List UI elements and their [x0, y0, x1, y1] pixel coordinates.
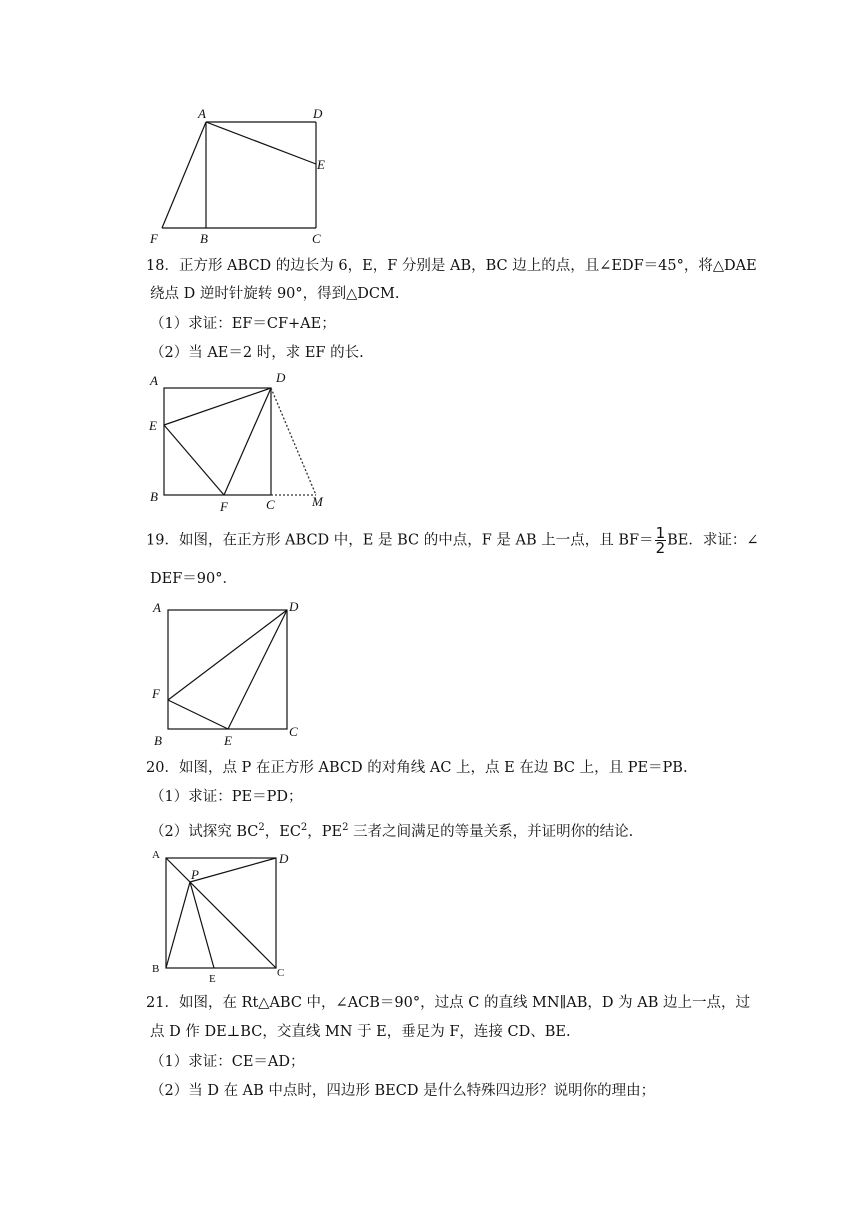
q20-part2-text-c: ，PE	[307, 823, 343, 840]
label-F: F	[150, 231, 158, 246]
label-C: C	[266, 497, 275, 512]
label-E: E	[224, 733, 232, 748]
q20-part2-text-d: 三者之间满足的等量关系，并证明你的结论.	[348, 823, 634, 840]
figure-q20	[140, 844, 340, 986]
q21-part2: （2）当 D 在 AB 中点时，四边形 BECD 是什么特殊四边形？说明你的理由；	[150, 1083, 656, 1099]
q20-line1: 20．如图，点 P 在正方形 ABCD 的对角线 AC 上，点 E 在边 BC 上，且 PE＝PB.	[146, 760, 688, 776]
figure-q17	[140, 100, 340, 248]
label-B: B	[152, 963, 160, 975]
q21-line2: 点 D 作 DE⊥BC，交直线 MN 于 E，垂足为 F，连接 CD、BE.	[150, 1024, 571, 1040]
label-F: F	[220, 499, 228, 514]
q20-part2-text-a: （2）试探究 BC	[150, 823, 259, 840]
label-P: P	[191, 867, 199, 882]
label-A: A	[152, 849, 160, 861]
label-E: E	[317, 157, 325, 172]
q19-line1	[146, 526, 759, 555]
label-D: D	[279, 851, 289, 866]
label-A: A	[150, 373, 158, 388]
label-E: E	[209, 973, 216, 985]
label-A: A	[153, 600, 161, 615]
q19-text-before: 19．如图，在正方形 ABCD 中，E 是 BC 的中点，F 是 AB 上一点，且 BF＝	[146, 532, 654, 549]
q21-line1: 21．如图，在 Rt△ABC 中，∠ACB＝90°，过点 C 的直线 MN∥AB，D 为 AB 边上一点，过	[146, 995, 750, 1011]
q19-line2: DEF＝90°．	[150, 571, 237, 587]
label-D: D	[276, 370, 286, 385]
figure-q18	[140, 368, 340, 516]
label-C: C	[277, 967, 285, 979]
q20-part2	[150, 818, 633, 842]
q20-part2-text-b: ，EC	[264, 823, 301, 840]
q18-part2: （2）当 AE＝2 时，求 EF 的长.	[150, 345, 364, 361]
figure-q19	[140, 592, 340, 750]
label-B: B	[150, 489, 158, 504]
q20-part1: （1）求证：PE＝PD；	[150, 789, 303, 805]
label-E: E	[149, 418, 157, 433]
label-F: F	[152, 686, 160, 701]
label-C: C	[289, 724, 298, 739]
label-B: B	[154, 733, 162, 748]
superscript-2: 2	[300, 822, 308, 833]
superscript-2: 2	[342, 822, 349, 833]
fraction-numerator: 1	[655, 524, 666, 542]
label-C: C	[312, 231, 321, 246]
q18-line1: 18．正方形 ABCD 的边长为 6，E，F 分别是 AB，BC 边上的点，且∠EDF＝45°，将△DAE	[146, 258, 757, 274]
fraction-denominator: 2	[655, 539, 666, 557]
superscript-2: 2	[258, 822, 265, 833]
label-B: B	[200, 231, 208, 246]
fraction-one-half	[655, 526, 667, 555]
q19-text-after: BE．求证：∠	[667, 532, 759, 549]
label-D: D	[313, 106, 323, 121]
q21-part1: （1）求证：CE＝AD；	[150, 1054, 305, 1070]
q18-line2: 绕点 D 逆时针旋转 90°，得到△DCM.	[150, 286, 400, 302]
label-M: M	[312, 494, 323, 509]
label-A: A	[198, 106, 206, 121]
q18-part1: （1）求证：EF＝CF+AE；	[150, 316, 336, 332]
label-D: D	[289, 599, 299, 614]
